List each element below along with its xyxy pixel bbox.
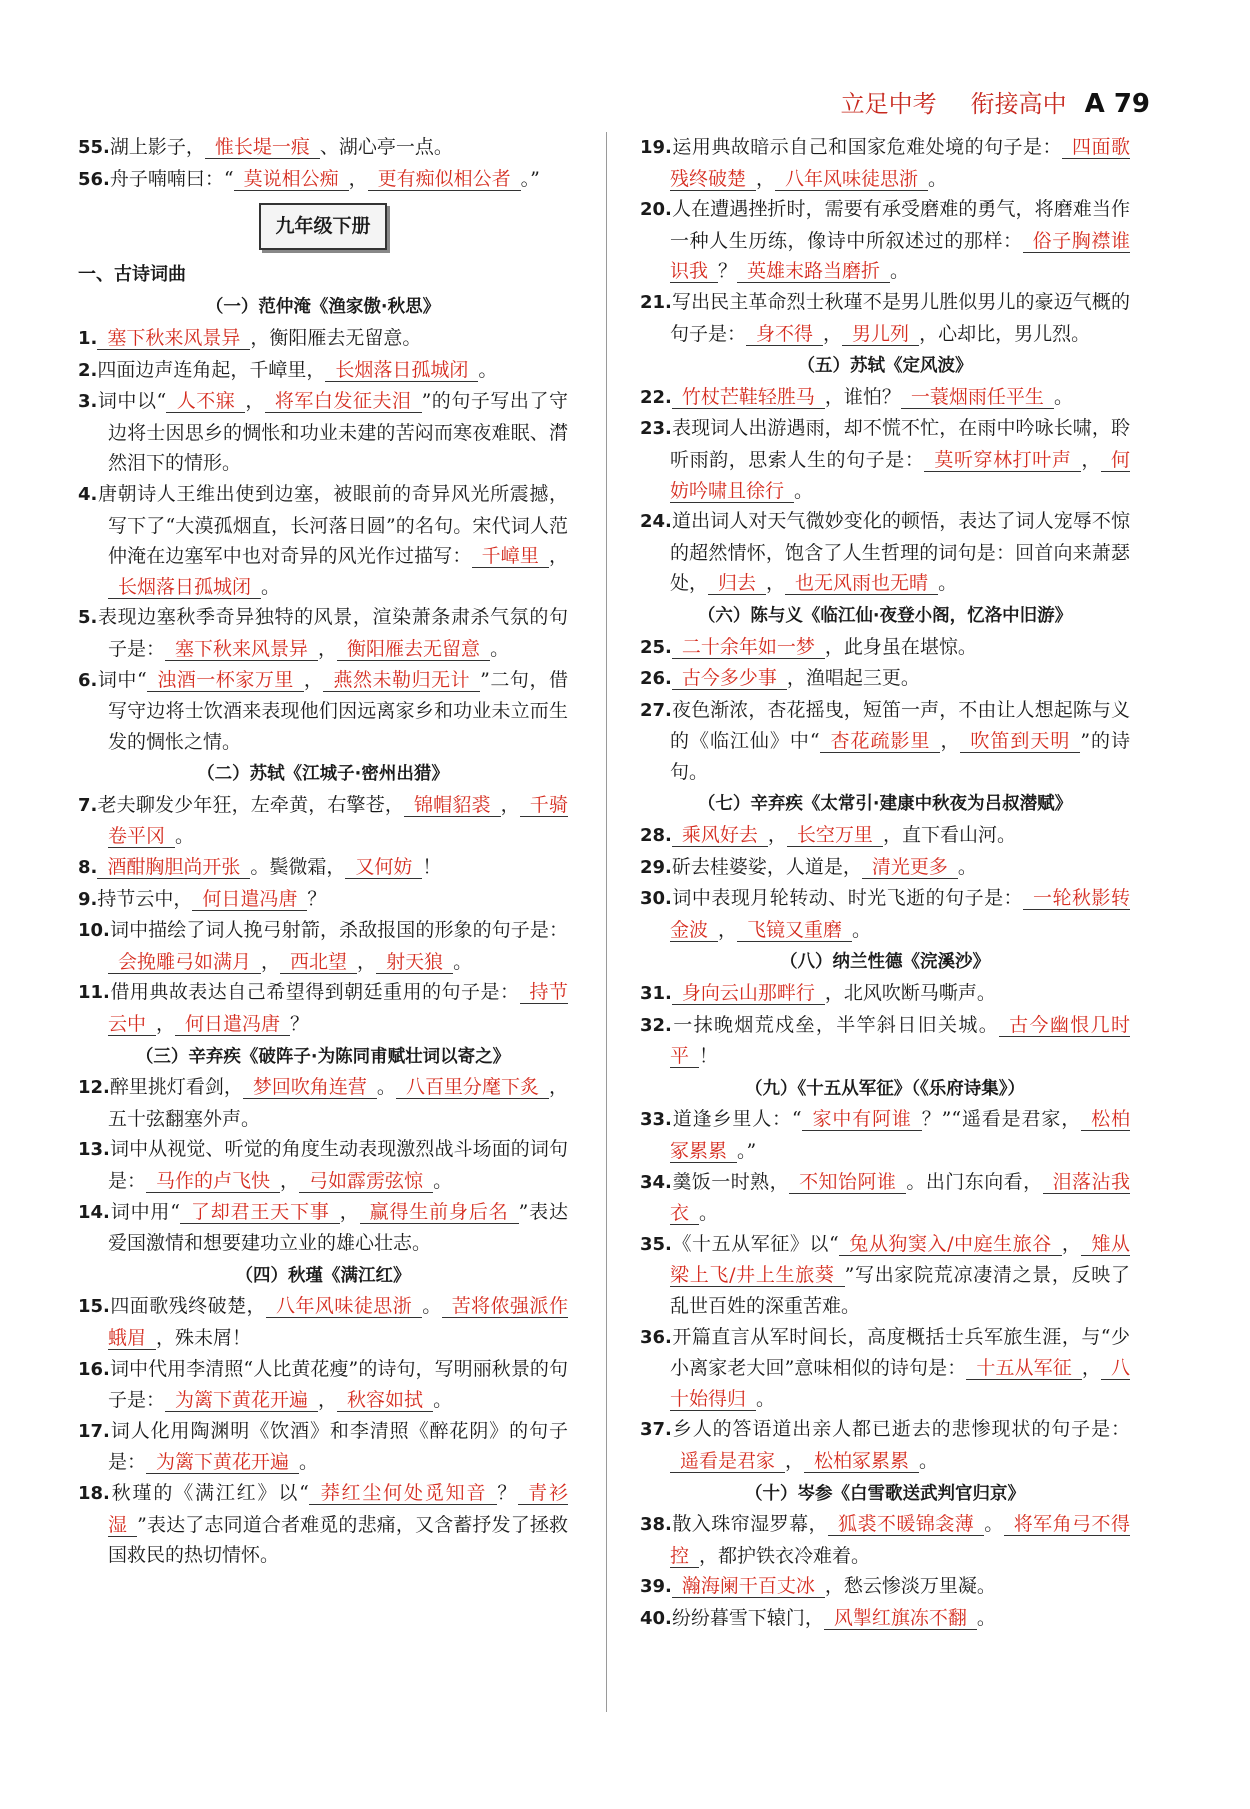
question-text: 。 xyxy=(699,1202,719,1225)
question-item xyxy=(78,884,568,916)
question-item xyxy=(640,1571,1130,1603)
answer-blank: 也无风雨也无晴 xyxy=(785,572,938,595)
answer-blank: 十五从军征 xyxy=(966,1357,1082,1380)
question-item xyxy=(640,663,1130,695)
question-text: ？ xyxy=(307,887,327,910)
question-number: 32. xyxy=(640,1014,672,1036)
question-text: ，此身虽在堪惊。 xyxy=(824,635,977,658)
question-number: 15. xyxy=(78,1296,110,1318)
question-text: 写出民主革命烈士秋瑾不是男儿胜似男儿的豪迈气概的句子是： xyxy=(670,290,1130,345)
question-number: 28. xyxy=(640,825,672,847)
question-text: ，北风吹断马嘶声。 xyxy=(824,982,996,1005)
answer-blank: 长烟落日孤城闭 xyxy=(108,576,261,599)
question-text: 纷纷暮雪下辕门， xyxy=(671,1606,824,1629)
question-number: 4. xyxy=(78,483,98,505)
question-text: 舟子喃喃曰：“ xyxy=(109,167,234,190)
answer-blank: 将军白发征夫泪 xyxy=(265,390,422,413)
answer-blank: 梦回吹角连营 xyxy=(243,1076,377,1099)
question-item xyxy=(640,1010,1130,1072)
answer-blank: 家中有阿谁 xyxy=(802,1108,922,1131)
answer-blank: 为篱下黄花开遍 xyxy=(165,1389,318,1412)
answer-blank: 又何妨 xyxy=(345,856,422,879)
question-number: 56. xyxy=(78,168,110,190)
question-text: ！ xyxy=(699,1045,719,1068)
question-item xyxy=(78,852,568,884)
question-number: 30. xyxy=(640,888,672,910)
question-number: 9. xyxy=(78,888,98,910)
question-number: 6. xyxy=(78,669,98,691)
answer-blank: 苦将侬强派作蛾眉 xyxy=(108,1295,568,1349)
question-item xyxy=(640,695,1130,788)
question-text: 人在遭遇挫折时，需要有承受磨难的勇气，将磨难当作一种人生历练，像诗中所叙述过的那样： xyxy=(670,198,1130,252)
page-number: A 79 xyxy=(1084,89,1150,119)
question-item xyxy=(640,1322,1130,1415)
question-number: 23. xyxy=(640,418,672,440)
section-heading: （四）秋瑾《满江红》 xyxy=(235,1265,411,1286)
question-text: 。 xyxy=(490,637,510,660)
question-text: ，心却比，男儿烈。 xyxy=(919,322,1091,345)
answer-blank: 八年风味徒思浙 xyxy=(775,168,928,191)
volume-title-wrap xyxy=(78,203,568,250)
answer-blank: 俗子胸襟谁识我 xyxy=(670,229,1130,283)
question-text: ，愁云惨淡万里凝。 xyxy=(824,1575,996,1598)
left-column xyxy=(78,132,568,1571)
question-text: 斫去桂婆娑，人道是， xyxy=(671,855,862,878)
question-text: ？ xyxy=(718,260,738,283)
question-text: ”的诗句。 xyxy=(670,730,1130,783)
question-text: ，殊未屑！ xyxy=(156,1326,252,1349)
question-number: 29. xyxy=(640,856,672,878)
question-text: ，直下看山河。 xyxy=(882,824,1016,847)
question-text: ， xyxy=(339,1200,360,1223)
answer-blank: 风掣红旗冻不翻 xyxy=(824,1607,977,1630)
question-number: 25. xyxy=(640,636,672,658)
question-item xyxy=(640,413,1130,506)
category-heading: 一、古诗词曲 xyxy=(78,263,186,285)
question-text: ， xyxy=(261,950,281,973)
question-item xyxy=(78,1416,568,1478)
question-number: 40. xyxy=(640,1607,672,1629)
question-text: ”二句，借写守边将士饮酒来表现他们因远离家乡和功业未立而生发的惆怅之情。 xyxy=(108,668,568,753)
answer-blank: 将军角弓不得控 xyxy=(670,1513,1130,1567)
question-text: 道出词人对天气微妙变化的顿悟，表达了词人宠辱不惊的超然情怀，饱含了人生哲理的词句是：回首向来萧瑟处， xyxy=(670,510,1130,595)
header-slogan-2: 衔接高中 xyxy=(970,90,1067,118)
question-text: ， xyxy=(756,167,776,190)
question-item xyxy=(78,665,568,758)
question-text: 。 xyxy=(938,572,958,595)
question-number: 35. xyxy=(640,1233,672,1255)
question-text: 。 xyxy=(261,575,281,598)
question-text: 表现词人出游遇雨，却不慌不忙，在雨中吟咏长啸，聆听雨韵，思索人生的句子是： xyxy=(670,417,1130,471)
question-item xyxy=(640,1104,1130,1166)
question-text: 。 xyxy=(984,1513,1004,1536)
question-text: ，衡阳雁去无留意。 xyxy=(250,326,422,349)
question-number: 12. xyxy=(78,1077,110,1099)
question-text: 词人化用陶渊明《饮酒》和李清照《醉花阴》的句子是： xyxy=(108,1419,568,1474)
question-text: ”的句子写出了守边将士因思乡的惆怅和功业未建的苦闷而寒夜难眠、潸然泪下的情形。 xyxy=(108,390,568,475)
question-number: 10. xyxy=(78,920,110,942)
answer-blank: 归去 xyxy=(708,572,766,595)
answer-blank: 赢得生前身后名 xyxy=(360,1201,519,1224)
question-text: ！ xyxy=(422,856,442,879)
section-heading: （五）苏轼《定风波》 xyxy=(797,356,973,377)
question-number: 8. xyxy=(78,857,98,879)
question-item xyxy=(640,506,1130,599)
question-number: 7. xyxy=(78,794,98,816)
question-text: 词中“ xyxy=(97,668,147,691)
question-text: 、湖心亭一点。 xyxy=(319,136,453,158)
question-text: 。 xyxy=(957,855,977,878)
question-text: 湖上影子， xyxy=(109,136,205,158)
answer-blank: 了却君王天下事 xyxy=(180,1201,340,1224)
answer-blank: 为篱下黄花开遍 xyxy=(146,1451,299,1474)
answer-blank: 长空万里 xyxy=(787,824,883,847)
section-heading: （八）纳兰性德《浣溪沙》 xyxy=(780,952,990,973)
question-text: 老夫聊发少年狂，左牵黄，右擎苍， xyxy=(97,793,405,816)
section-heading: （九）《十五从军征》（《乐府诗集》） xyxy=(745,1078,1025,1099)
question-text: 道逢乡里人：“ xyxy=(671,1108,802,1131)
answer-blank: 莫听穿林打叶声 xyxy=(924,449,1081,472)
answer-blank: 何妨吟啸且徐行 xyxy=(670,448,1130,502)
question-item xyxy=(640,1229,1130,1322)
answer-blank: 男儿列 xyxy=(842,323,919,346)
question-text: 词中从视觉、听觉的角度生动表现激烈战斗场面的词句是： xyxy=(108,1138,568,1192)
question-text: 夜色渐浓，杏花摇曳，短笛一声，不由让人想起陈与义的《临江仙》中“ xyxy=(670,698,1130,753)
question-text: 。出门东向看， xyxy=(906,1170,1043,1193)
answer-blank: 人不寐 xyxy=(166,390,245,413)
answer-blank: 千嶂里 xyxy=(472,545,549,568)
question-text: 。 xyxy=(852,918,872,941)
question-item xyxy=(78,602,568,664)
question-item xyxy=(640,883,1130,945)
question-text: ， xyxy=(1081,1357,1101,1380)
question-item xyxy=(78,1197,568,1259)
question-number: 2. xyxy=(78,359,98,381)
question-number: 17. xyxy=(78,1420,110,1442)
volume-title: 九年级下册 xyxy=(259,203,386,250)
section-heading: （十）岑参《白雪歌送武判官归京》 xyxy=(745,1483,1025,1504)
question-text: ， xyxy=(766,572,786,595)
answer-blank: 二十余年如一梦 xyxy=(672,636,825,659)
question-text: ？ xyxy=(497,1481,519,1504)
question-text: 词中表现月轮转动、时光飞逝的句子是： xyxy=(671,887,1024,910)
answer-blank: 锦帽貂裘 xyxy=(404,794,501,817)
answer-blank: 四面歌残终破楚 xyxy=(670,136,1130,190)
question-text: 持节云中， xyxy=(97,887,193,910)
question-item xyxy=(78,915,568,977)
question-text: 词中描绘了词人挽弓射箭，杀敌报国的形象的句子是： xyxy=(109,919,568,942)
question-text: 秋瑾的《满江红》以“ xyxy=(109,1481,309,1504)
question-text: ， xyxy=(718,918,738,941)
question-text: ， xyxy=(823,322,843,345)
answer-blank: 古今幽恨几时平 xyxy=(670,1013,1130,1068)
answer-blank: 塞下秋来风景异 xyxy=(97,327,250,350)
question-text: 散入珠帘湿罗幕， xyxy=(671,1513,829,1536)
question-text: ， xyxy=(318,637,338,660)
section-heading: （二）苏轼《江城子·密州出猎》 xyxy=(197,764,449,785)
question-text: 开篇直言从军时间长，高度概括士兵军旅生涯，与“少小离家老大回”意味相似的诗句是： xyxy=(670,1325,1130,1380)
answer-blank: 泪落沾我衣 xyxy=(670,1170,1130,1225)
answer-blank: 狐裘不暖锦衾薄 xyxy=(828,1513,984,1536)
question-text: 。 xyxy=(976,1606,996,1629)
question-text: ， xyxy=(348,167,368,190)
answer-blank: 遥看是君家 xyxy=(670,1450,785,1473)
question-text: 。 xyxy=(299,1451,319,1474)
question-text: 。 xyxy=(433,1389,453,1412)
question-text: ， xyxy=(303,668,324,691)
answer-blank: 古今多少事 xyxy=(672,667,787,690)
question-number: 13. xyxy=(78,1139,110,1161)
question-item xyxy=(78,355,568,387)
question-text: 。 xyxy=(928,167,948,190)
question-item xyxy=(640,194,1130,287)
question-item xyxy=(640,852,1130,884)
question-number: 39. xyxy=(640,1576,672,1598)
question-text: 。” xyxy=(737,1140,757,1162)
answer-blank: 飞镜又重磨 xyxy=(737,919,852,942)
question-number: 37. xyxy=(640,1419,672,1441)
section-heading: （三）辛弃疾《破阵子·为陈同甫赋壮词以寄之》 xyxy=(135,1046,511,1067)
section-heading: （六）陈与义《临江仙·夜登小阁，忆洛中旧游》 xyxy=(697,605,1073,626)
answer-blank: 八年风味徒思浙 xyxy=(266,1295,422,1318)
answer-blank: 更有痴似相公者 xyxy=(368,168,521,191)
question-item xyxy=(640,132,1130,194)
question-item xyxy=(640,820,1130,852)
answer-blank: 一蓑烟雨任平生 xyxy=(901,386,1054,409)
answer-blank: 兔从狗窦入/中庭生旅谷 xyxy=(839,1233,1062,1256)
question-text: 醉里挑灯看剑， xyxy=(109,1076,243,1099)
question-text: ， xyxy=(245,390,265,413)
question-number: 5. xyxy=(78,607,98,629)
question-number: 14. xyxy=(78,1201,110,1223)
question-number: 26. xyxy=(640,668,672,690)
answer-blank: 持节云中 xyxy=(108,981,568,1036)
question-text: 词中用“ xyxy=(109,1200,180,1223)
right-column xyxy=(640,132,1130,1635)
answer-blank: 清光更多 xyxy=(862,856,958,879)
answer-blank: 莽红尘何处觅知音 xyxy=(309,1482,497,1505)
question-number: 55. xyxy=(78,137,110,158)
question-item xyxy=(78,1354,568,1416)
section-heading: （一）范仲淹《渔家傲·秋思》 xyxy=(205,297,441,318)
answer-blank: 雉从梁上飞/井上生旅葵 xyxy=(670,1232,1131,1287)
answer-blank: 身向云山那畔行 xyxy=(672,982,825,1005)
section-heading: （七）辛弃疾《太常引·建康中秋夜为吕叔潜赋》 xyxy=(697,794,1073,815)
column-divider xyxy=(606,132,607,1712)
question-text: 。 xyxy=(919,1449,939,1472)
question-text: 一抹晚烟荒戍垒，半竿斜日旧关城。 xyxy=(671,1013,1000,1036)
question-number: 19. xyxy=(640,137,672,158)
question-text: ”表达爱国激情和想要建功立业的雄心壮志。 xyxy=(108,1200,568,1255)
question-text: 唐朝诗人王维出使到边塞，被眼前的奇异风光所震撼，写下了“大漠孤烟直，长河落日圆”的名句。宋代词人范仲淹在边塞军中也对奇异的风光作过描写： xyxy=(97,482,568,568)
question-item xyxy=(78,1072,568,1134)
question-number: 27. xyxy=(640,699,672,721)
answer-blank: 瀚海阑干百丈冰 xyxy=(672,1575,825,1598)
question-number: 16. xyxy=(78,1358,110,1380)
question-text: ， xyxy=(767,824,787,847)
question-text: 羹饭一时熟， xyxy=(671,1170,790,1193)
question-number: 34. xyxy=(640,1171,672,1193)
answer-blank: 塞下秋来风景异 xyxy=(165,638,318,661)
answer-blank: 一轮秋影转金波 xyxy=(670,887,1130,941)
question-number: 38. xyxy=(640,1514,672,1536)
question-number: 21. xyxy=(640,291,672,313)
answer-blank: 惟长堤一痕 xyxy=(205,136,320,159)
answer-blank: 长烟落日孤城闭 xyxy=(325,359,478,382)
question-text: ”写出家院荒凉凄清之景，反映了乱世百姓的深重苦难。 xyxy=(670,1264,1131,1317)
answer-blank: 八十始得归 xyxy=(670,1357,1130,1410)
question-text: ”表达了志同道合者难觅的悲痛，又含蓄抒发了拯救国救民的热切情怀。 xyxy=(108,1513,568,1567)
question-item xyxy=(640,1167,1130,1229)
answer-blank: 何日遣冯唐 xyxy=(175,1013,290,1036)
question-item xyxy=(78,1291,568,1353)
answer-blank: 秋容如拭 xyxy=(337,1389,433,1412)
question-text: 。 xyxy=(433,1170,453,1192)
question-item xyxy=(640,287,1130,349)
question-number: 11. xyxy=(78,982,110,1004)
question-text: 。 xyxy=(756,1387,776,1410)
question-number: 18. xyxy=(78,1482,110,1504)
answer-blank: 乘风好去 xyxy=(672,824,768,847)
question-text: 。 xyxy=(376,1076,396,1099)
answer-blank: 酒酣胸胆尚开张 xyxy=(97,856,250,879)
question-item xyxy=(78,479,568,602)
question-text: ，五十弦翻塞外声。 xyxy=(108,1076,568,1130)
question-item xyxy=(78,164,568,196)
question-text: 乡人的答语道出亲人都已逝去的悲惨现状的句子是： xyxy=(671,1418,1130,1441)
question-text: 运用典故暗示自己和国家危难处境的句子是： xyxy=(671,136,1063,158)
question-text: ，都护铁衣冷难着。 xyxy=(699,1544,871,1567)
question-text: ， xyxy=(318,1389,338,1412)
answer-blank: 千骑卷平冈 xyxy=(108,793,568,848)
answer-blank: 射天狼 xyxy=(376,951,453,974)
question-item xyxy=(640,978,1130,1010)
answer-blank: 莫说相公痴 xyxy=(234,168,349,191)
answer-blank: 英雄末路当磨折 xyxy=(737,260,890,283)
question-text: ， xyxy=(785,1449,805,1472)
question-number: 36. xyxy=(640,1326,672,1348)
question-text: ， xyxy=(500,793,520,816)
question-item xyxy=(640,382,1130,414)
question-number: 31. xyxy=(640,983,672,1005)
question-text: 。 xyxy=(453,950,473,973)
answer-blank: 松柏冢累累 xyxy=(670,1108,1130,1162)
question-item xyxy=(78,790,568,852)
question-text: ， xyxy=(280,1170,300,1192)
question-text: 表现边塞秋季奇异独特的风景，渲染萧条肃杀气氛的句子是： xyxy=(97,606,568,660)
question-text: 。 xyxy=(890,260,910,283)
question-text: 词中代用李清照“人比黄花瘦”的诗句，写明丽秋景的句子是： xyxy=(108,1357,568,1412)
question-item xyxy=(78,977,568,1039)
question-number: 33. xyxy=(640,1109,672,1131)
answer-blank: 松柏冢累累 xyxy=(804,1450,919,1473)
question-item xyxy=(640,632,1130,664)
question-number: 1. xyxy=(78,327,98,349)
question-text: ， xyxy=(940,730,961,753)
question-item xyxy=(640,1603,1130,1635)
question-text: ？”“遥看是君家， xyxy=(921,1108,1082,1131)
question-text: 《十五从军征》以“ xyxy=(671,1232,839,1255)
question-text: ，渔唱起三更。 xyxy=(786,667,920,690)
question-item xyxy=(78,1134,568,1196)
answer-blank: 不知饴阿谁 xyxy=(789,1171,906,1194)
question-number: 20. xyxy=(640,199,672,221)
answer-blank: 弓如霹雳弦惊 xyxy=(299,1170,433,1193)
question-number: 24. xyxy=(640,511,672,533)
question-item xyxy=(640,1414,1130,1476)
question-text: ？ xyxy=(290,1013,310,1036)
question-text: ， xyxy=(548,545,568,568)
question-text: 。 xyxy=(175,825,195,848)
question-text: ， xyxy=(1061,1232,1082,1255)
answer-blank: 八百里分麾下炙 xyxy=(396,1076,549,1099)
question-item xyxy=(78,1478,568,1571)
answer-blank: 吹笛到天明 xyxy=(960,730,1080,753)
answer-blank: 马作的卢飞快 xyxy=(146,1170,280,1193)
question-text: ， xyxy=(357,950,377,973)
question-text: 。 xyxy=(1053,385,1073,408)
question-text: 。 xyxy=(478,358,498,381)
question-text: 。 xyxy=(422,1295,442,1318)
answer-blank: 会挽雕弓如满月 xyxy=(108,951,261,974)
answer-blank: 竹杖芒鞋轻胜马 xyxy=(672,386,825,409)
question-text: ， xyxy=(1081,448,1101,471)
question-text: 。” xyxy=(520,167,540,190)
page-header xyxy=(841,84,1150,119)
question-text: 四面歌残终破楚， xyxy=(109,1295,267,1318)
answer-blank: 何日遣冯唐 xyxy=(192,888,307,911)
question-item xyxy=(78,132,568,164)
question-text: 四面边声连角起，千嶂里， xyxy=(97,358,326,381)
question-item xyxy=(78,386,568,479)
question-number: 22. xyxy=(640,386,672,408)
answer-blank: 衡阳雁去无留意 xyxy=(337,638,490,661)
answer-blank: 身不得 xyxy=(746,323,823,346)
question-text: ，谁怕？ xyxy=(824,385,901,408)
question-text: 。 xyxy=(794,479,814,502)
question-number: 3. xyxy=(78,391,98,413)
answer-blank: 青衫湿 xyxy=(108,1481,568,1536)
question-text: 词中以“ xyxy=(97,390,167,413)
answer-blank: 燕然未勒归无计 xyxy=(323,669,480,692)
header-slogan-1: 立足中考 xyxy=(840,90,937,118)
question-text: 借用典故表达自己希望得到朝廷重用的句子是： xyxy=(109,981,520,1004)
answer-blank: 浊酒一杯家万里 xyxy=(147,669,304,692)
answer-blank: 西北望 xyxy=(280,951,357,974)
question-item xyxy=(78,323,568,355)
question-item xyxy=(640,1509,1130,1571)
answer-blank: 杏花疏影里 xyxy=(820,730,941,753)
question-text: ， xyxy=(156,1013,176,1036)
question-text: 。鬓微霜， xyxy=(250,856,346,879)
